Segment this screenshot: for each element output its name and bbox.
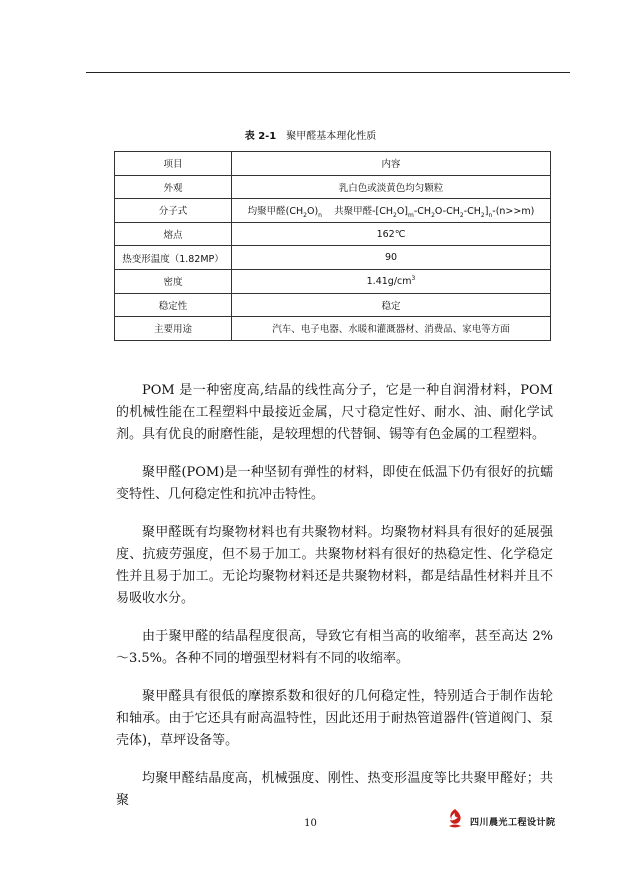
properties-table xyxy=(114,151,551,341)
row-key: 主要用途 xyxy=(115,317,232,341)
paragraph: 聚甲醛既有均聚物材料也有共聚物材料。均聚物材料具有很好的延展强度、抗疲劳强度，但不易于加工。共聚物材料有很好的热稳定性、化学稳定性并且易于加工。无论均聚物材料还是共聚物材料，都是结晶性材料并且不易吸收水分。 xyxy=(116,525,553,606)
row-value: 90 xyxy=(232,246,551,270)
table-title: 聚甲醛基本理化性质 xyxy=(286,131,377,142)
paragraph: 聚甲醛(POM)是一种坚韧有弹性的材料，即使在低温下仍有很好的抗蠕变特性、几何稳定性和抗冲击特性。 xyxy=(116,465,553,502)
row-key: 分子式 xyxy=(115,199,232,223)
row-value: 162℃ xyxy=(232,222,551,246)
row-value: 汽车、电子电器、水暖和灌溉器材、消费品、家电等方面 xyxy=(232,317,551,341)
company-name: 四川晨光工程设计院 xyxy=(470,818,556,828)
row-value: 乳白色或淡黄色均匀颗粒 xyxy=(232,175,551,199)
table-header-row xyxy=(115,152,551,176)
header-value-cell: 内容 xyxy=(232,152,551,176)
table-row xyxy=(115,246,551,270)
paragraph: 均聚甲醛结晶度高，机械强度、刚性、热变形温度等比共聚甲醛好；共聚 xyxy=(116,771,553,808)
table-number: 表 2-1 xyxy=(244,131,277,142)
paragraph: 由于聚甲醛的结晶程度很高，导致它有相当高的收缩率，甚至高达 2%～3.5%。各种不同的增强型材料有不同的收缩率。 xyxy=(116,629,553,666)
row-value-formula: 均聚甲醛$(CH_2O)_n$ 共聚甲醛$-[CH_2O]_m-CH_2O-CH_2-CH_2]_n-(n>>m)$ xyxy=(232,199,551,223)
table-caption xyxy=(0,127,621,142)
row-key: 密度 xyxy=(115,269,232,293)
table-row xyxy=(115,317,551,341)
header-rule xyxy=(86,72,570,73)
row-key: 熔点 xyxy=(115,222,232,246)
row-key: 稳定性 xyxy=(115,293,232,317)
table-row xyxy=(115,175,551,199)
company-logo-icon xyxy=(446,808,464,830)
table-row xyxy=(115,222,551,246)
body-text xyxy=(116,380,553,828)
paragraph: 聚甲醛具有很低的摩擦系数和很好的几何稳定性，特别适合于制作齿轮和轴承。由于它还具有耐高温特性，因此还用于耐热管道器件(管道阀门、泵壳体)，草坪设备等。 xyxy=(116,689,553,748)
row-value: 稳定 xyxy=(232,293,551,317)
table-row xyxy=(115,293,551,317)
table-row xyxy=(115,269,551,293)
row-value: $1.41g/cm^3$ xyxy=(232,269,551,293)
header-key-cell: 项目 xyxy=(115,152,232,176)
paragraph: POM 是一种密度高,结晶的线性高分子，它是一种自润滑材料，POM 的机械性能在工程塑料中最接近金属，尺寸稳定性好、耐水、油、耐化学试剂。具有优良的耐磨性能，是较理想的代替铜、锡等有色金属的工程塑料。 xyxy=(116,383,553,442)
row-key: 热变形温度（1.82MP） xyxy=(115,246,232,270)
table-row xyxy=(115,199,551,223)
page-number: 10 xyxy=(304,818,317,829)
row-key: 外观 xyxy=(115,175,232,199)
